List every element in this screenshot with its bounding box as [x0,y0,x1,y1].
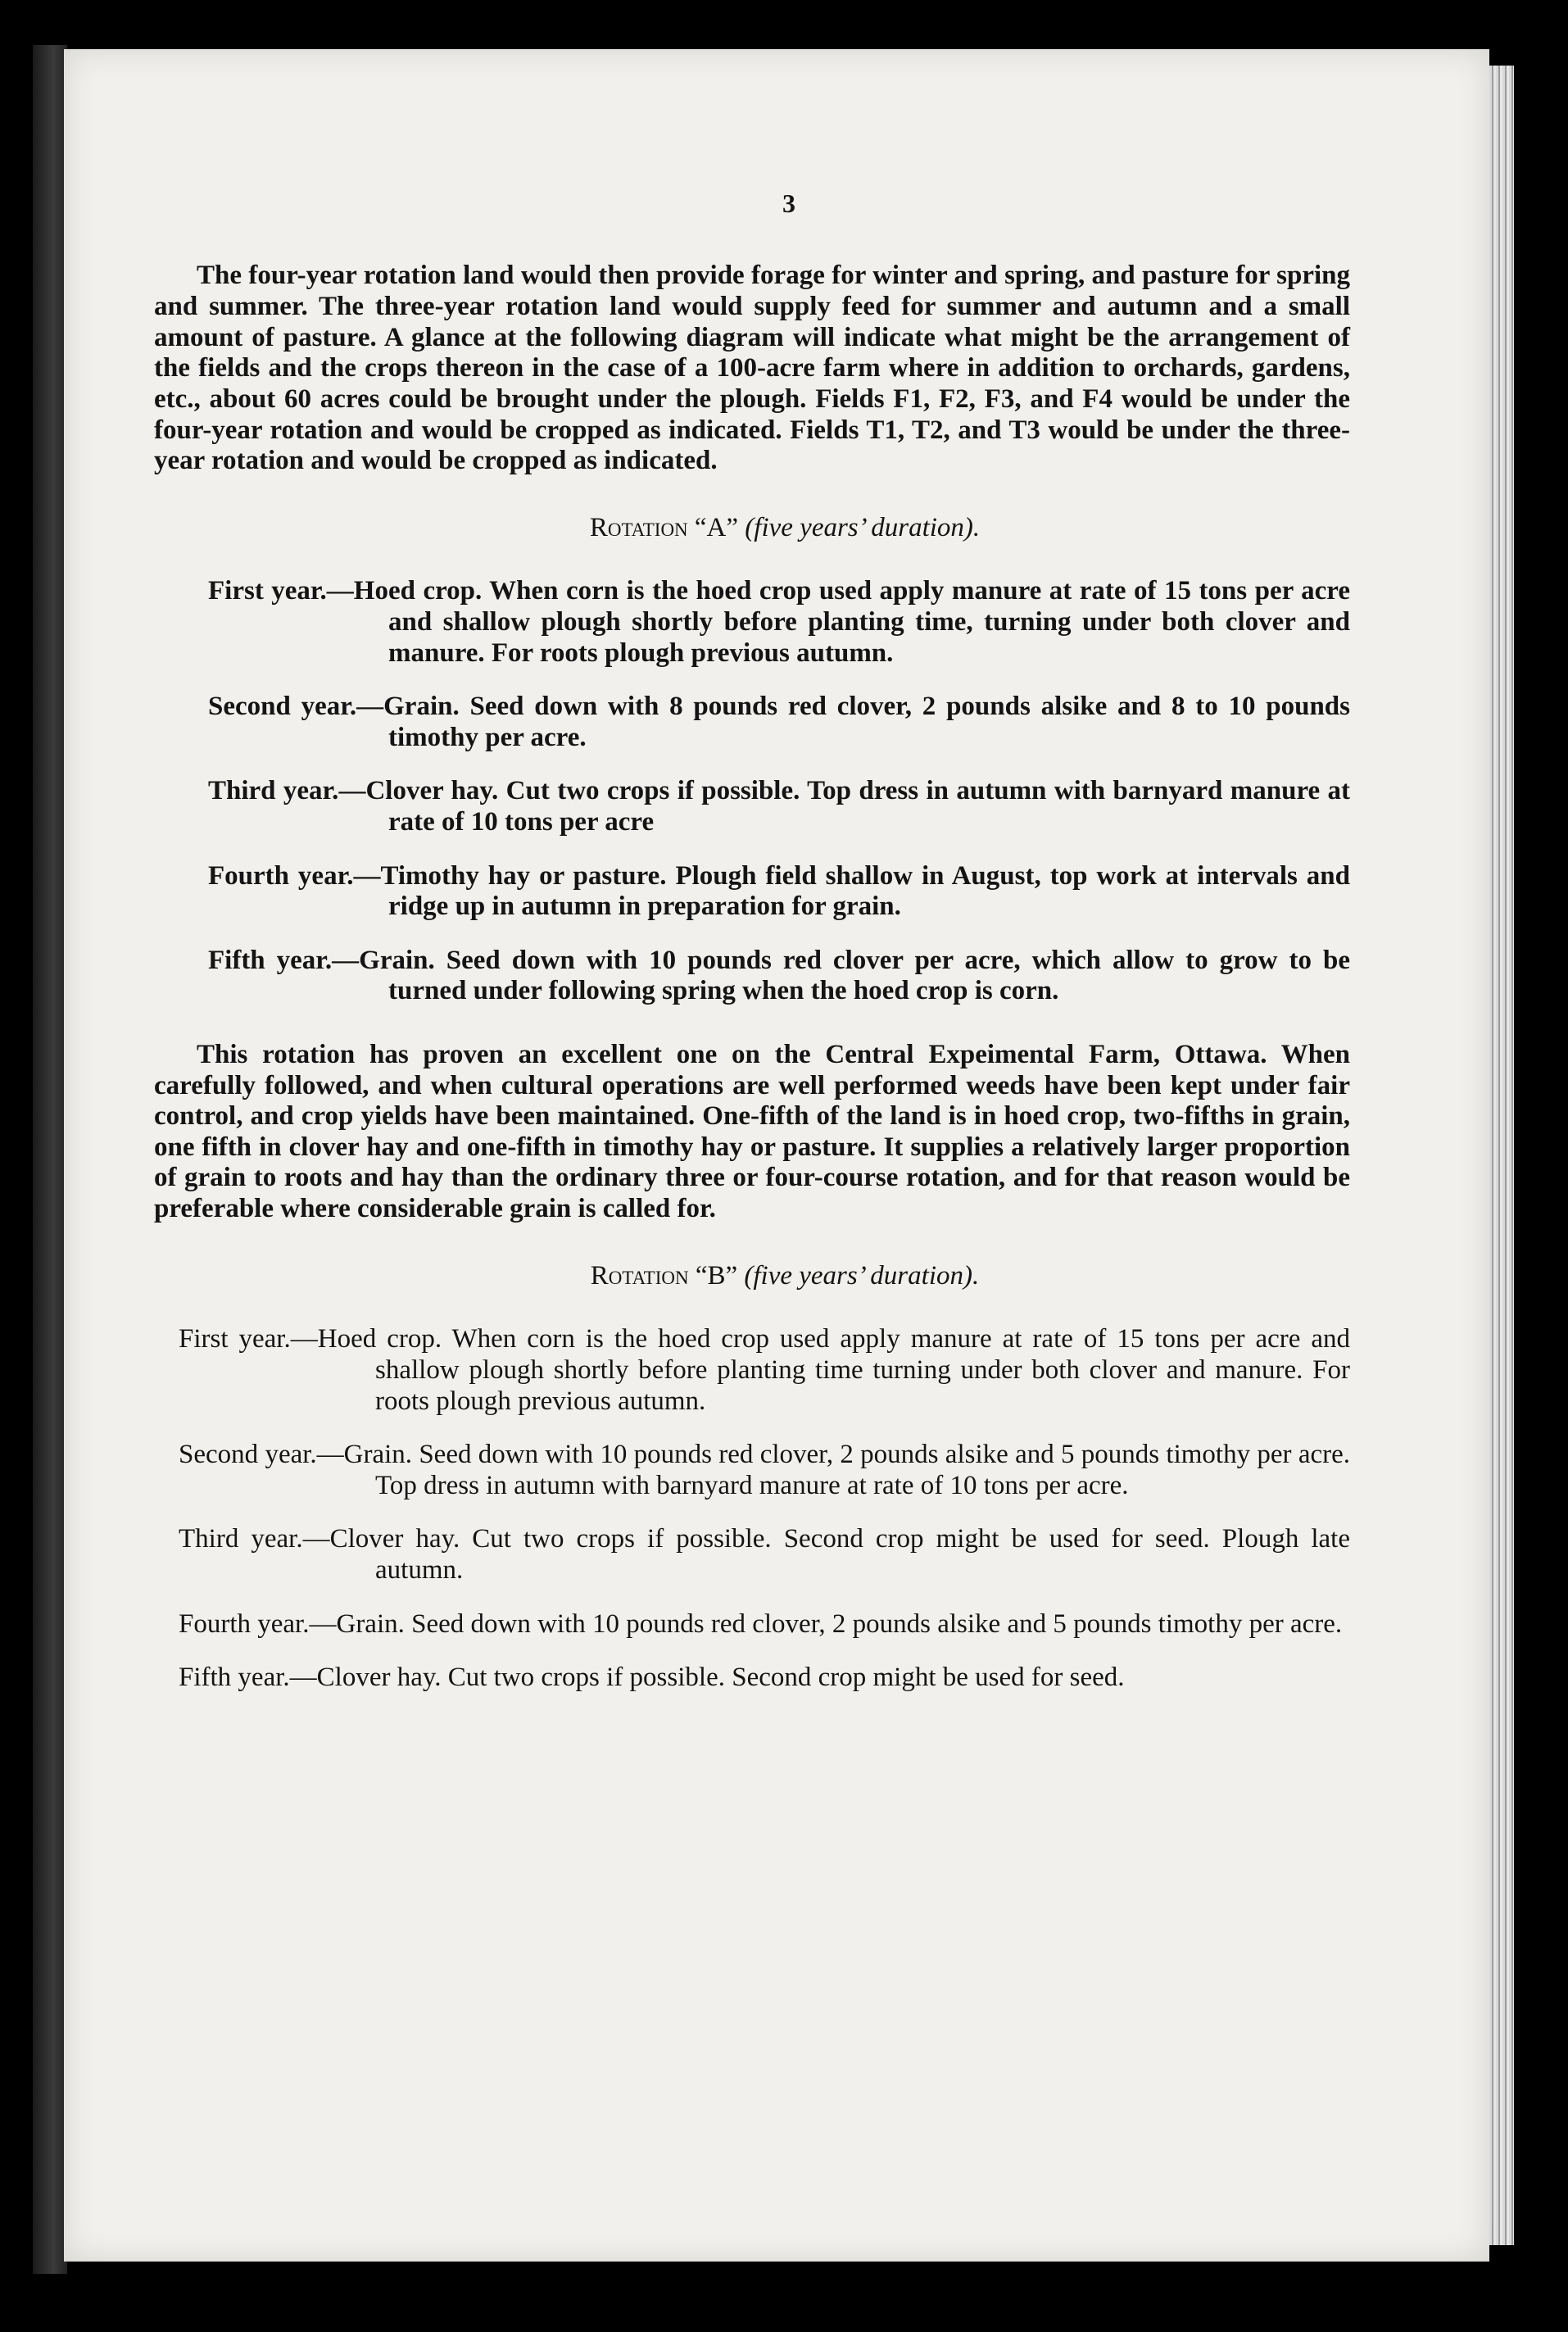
summary-paragraph: This rotation has proven an excellent one on the Central Expeimental Farm, Ottawa. When carefully followed, and when cultural operations are well performed weeds have been kept under fair control, and crop yields have been maintained. One-fifth of the land is in hoed crop, two-fifths in grain, one fifth in clover hay and one-fifth in timothy hay or pasture. It supplies a relatively larger proportion of grain to roots and hay than the ordinary three or four-course rotation, and for that reason would be preferable where considerable grain is called for. [154,1040,1350,1224]
year-text: —Clover hay. Cut two crops if possible. Second crop might be used for seed. [289,1663,1125,1693]
year-label: First year. [179,1324,291,1354]
intro-paragraph: The four-year rotation land would then provide forage for winter and spring, and pasture for spring and summer. The three-year rotation land would supply feed for summer and autumn and a small amount of pasture. A glance at the following diagram will indicate what might be the arrangement of the fields and the crops thereon in the case of a 100-acre farm where in addition to orchards, gardens, etc., about 60 acres could be brought under the plough. Fields F1, F2, F3, and F4 would be under the four-year rotation and would be cropped as indicated. Fields T1, T2, and T3 would be under the three-year rotation and would be cropped as indicated. [154,261,1350,476]
rotation-a-heading [154,513,1350,544]
year-label: Second year. [208,692,357,722]
rotation-b-year-2 [154,1440,1350,1501]
rotation-a-label: Rotation “A” [589,512,739,542]
rotation-b-duration: (five years’ duration). [744,1260,980,1291]
year-label: Fifth year. [179,1663,290,1693]
rotation-a-year-1 [154,576,1350,669]
rotation-a-year-4 [154,861,1350,923]
document-page [64,49,1489,2262]
page-content [154,188,1350,1717]
rotation-a-year-5 [154,946,1350,1007]
rotation-b-year-5 [154,1663,1350,1694]
year-label: Fourth year. [179,1608,310,1639]
year-label: First year. [208,576,327,606]
year-text: —Timothy hay or pasture. Plough field shallow in August, top work at intervals and ridge up in autumn in preparation for grain. [353,860,1351,922]
page-edges [1489,66,1514,2245]
rotation-a-year-3 [154,776,1350,837]
year-label: Third year. [208,776,339,806]
rotation-b-year-3 [154,1524,1350,1586]
year-text: —Hoed crop. When corn is the hoed crop used apply manure at rate of 15 tons per acre and shallow plough shortly before planting time, turning under both clover and manure. For roots plough previous autumn. [326,576,1350,668]
year-text: —Clover hay. Cut two crops if possible. Second crop might be used for seed. Plough late autumn. [302,1524,1350,1585]
year-text: —Grain. Seed down with 8 pounds red clover, 2 pounds alsike and 8 to 10 pounds timothy per acre. [356,692,1350,752]
year-label: Third year. [179,1524,303,1554]
rotation-b-year-4 [154,1609,1350,1640]
rotation-b-heading [154,1261,1350,1292]
rotation-a-duration: (five years’ duration). [745,512,981,542]
rotation-b-year-1 [154,1324,1350,1417]
rotation-b-label: Rotation “B” [590,1260,738,1291]
year-text: —Grain. Seed down with 10 pounds red clover, 2 pounds alsike and 5 pounds timothy per acre. [309,1608,1343,1639]
year-text: —Grain. Seed down with 10 pounds red clover per acre, which allow to grow to be turned under following spring when the hoed crop is corn. [332,945,1350,1006]
year-text: —Grain. Seed down with 10 pounds red clover, 2 pounds alsike and 5 pounds timothy per acre. Top dress in autumn with barnyard manure at rate of 10 tons per acre. [316,1440,1351,1500]
rotation-a-year-2 [154,692,1350,753]
rotation-a-list [154,576,1350,1007]
year-label: Second year. [179,1440,317,1470]
rotation-b-list [154,1324,1350,1693]
page-number: 3 [782,188,795,218]
year-label: Fourth year. [208,860,354,891]
book-binding [33,45,67,2274]
year-label: Fifth year. [208,945,333,975]
year-text: —Clover hay. Cut two crops if possible. Top dress in autumn with barnyard manure at rate of 10 tons per acre [338,776,1351,837]
year-text: —Hoed crop. When corn is the hoed crop used apply manure at rate of 15 tons per acre and shallow plough shortly before planting time turning under both clover and manure. For roots plough previous autumn. [290,1324,1351,1416]
